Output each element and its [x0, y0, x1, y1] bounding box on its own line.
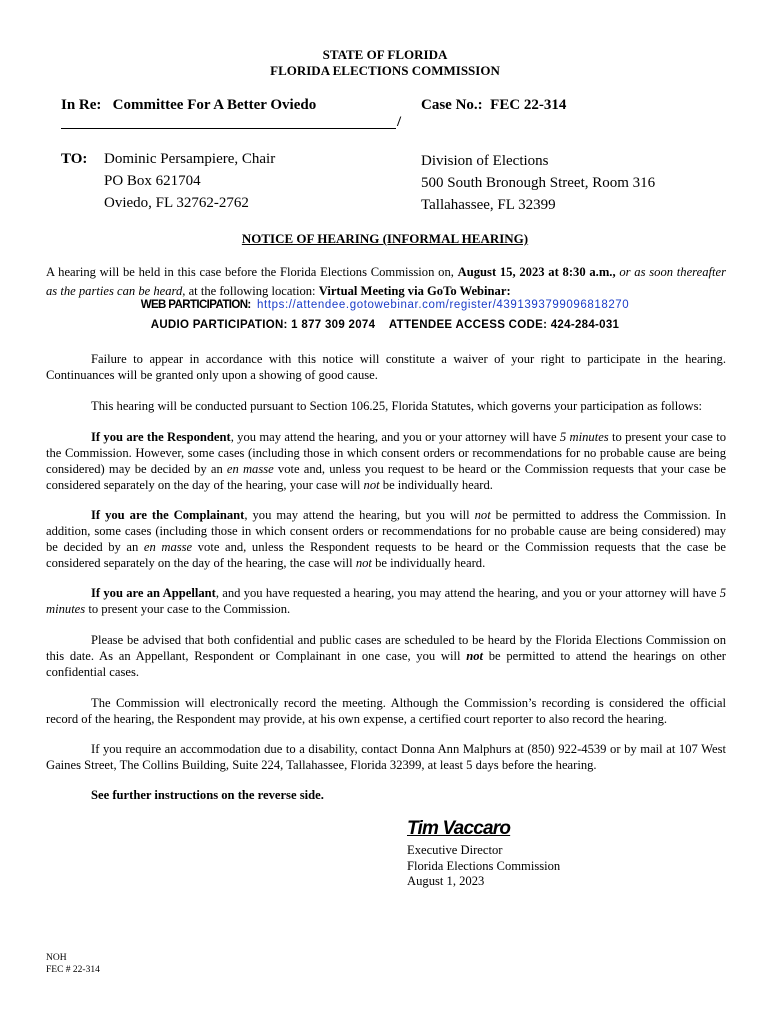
case-no-label: Case No.: [421, 97, 483, 113]
webinar-link[interactable]: https://attendee.gotowebinar.com/register/4391393799096818270 [257, 299, 630, 311]
accommodation-paragraph: If you require an accommodation due to a disability, contact Donna Ann Malphurs at (850) 922-4539 or by mail at 107 West Gaines Street, The Collins Building, Suite 224, Tallahassee, Florida 32399, at least 5 days before the hearing. [46, 742, 726, 772]
respondent-address [104, 148, 275, 214]
header-state: STATE OF FLORIDA [322, 47, 448, 62]
signature-date: August 1, 2023 [407, 874, 485, 888]
paragraph-text: en masse [143, 540, 193, 554]
hearing-text: , at the following location: [182, 284, 319, 298]
signature: Tim Vaccaro [407, 818, 511, 839]
address-line: Oviedo, FL 32762-2762 [104, 195, 249, 211]
reverse-side-note: See further instructions on the reverse side. [91, 788, 324, 802]
paragraph-text: Please be advised that both confidential and public cases are scheduled to be heard by the Florida Elections Commission on this date. As an Appellant, Respondent or Complainant in one case, you will [46, 633, 726, 663]
address-line: 500 South Bronough Street, Room 316 [421, 175, 656, 191]
audio-participation: AUDIO PARTICIPATION: 1 877 309 2074 ATTENDEE ACCESS CODE: 424-284-031 [150, 319, 620, 331]
complainant-lead: If you are the Complainant [91, 508, 245, 522]
paragraph-text: vote and, unless the Respondent requests to be heard or the Commission requests that the case be considered separately on the day of the hearing, the case will [46, 540, 726, 570]
paragraph-text: to present your case to the Commission. However, some cases (including those in which consent orders or recommendations for no probable cause are being considered) may be decided by an [46, 430, 726, 476]
paragraph-text: vote and, unless you request to be heard or the Commission requests that your case be considered separately on the day of the hearing, your case will [46, 462, 726, 492]
in-re [61, 97, 316, 114]
paragraph-text: 5 minutes [46, 586, 726, 616]
notice-title: NOTICE OF HEARING (INFORMAL HEARING) [241, 231, 529, 246]
paragraph-text: to present your case to the Commission. [85, 602, 291, 616]
record-paragraph: The Commission will electronically record the meeting. Although the Commission’s recording is considered the official record of the hearing, the Respondent may provide, at his own expense, a certified court reporter to also record the hearing. [46, 696, 726, 726]
paragraph-text: not [474, 508, 491, 522]
hearing-location: Virtual Meeting via GoTo Webinar: [318, 284, 511, 298]
footer-noh: NOH [46, 953, 67, 963]
hearing-text: thereafter as the parties can be heard [46, 265, 726, 298]
footer [46, 952, 100, 976]
appellant-paragraph [46, 585, 726, 617]
paragraph-text: , you may attend the hearing, and you or your attorney will have [230, 430, 560, 444]
paragraph-text: be individually heard. [371, 556, 486, 570]
address-line: PO Box 621704 [104, 173, 201, 189]
address-line: Division of Elections [421, 153, 549, 169]
web-participation [0, 299, 770, 311]
conducted-paragraph: This hearing will be conducted pursuant to Section 106.25, Florida Statutes, which governs your participation as follows: [91, 399, 703, 413]
signature-block [407, 843, 560, 890]
in-re-label: In Re: [61, 97, 102, 113]
paragraph-text: 5 minutes [559, 430, 609, 444]
address-line: Tallahassee, FL 32399 [421, 197, 556, 213]
to-label: TO: [61, 151, 88, 167]
paragraph-text: be permitted to attend the hearings on other confidential cases. [46, 649, 726, 679]
case-number [421, 97, 566, 114]
caption-slash: / [397, 114, 402, 130]
paragraph-text: not [363, 478, 380, 492]
paragraph-text: en masse [226, 462, 274, 476]
hearing-text: or as soon [615, 265, 674, 279]
respondent-paragraph [46, 429, 726, 493]
paragraph-text: be permitted to address the Commission. In addition, some cases (including those in which consent orders or recommendations for no probable cause are being considered) may be decided by an [46, 508, 726, 554]
paragraph-text: not [355, 556, 372, 570]
in-re-value: Committee For A Better Oviedo [112, 97, 317, 113]
address-line: Dominic Persampiere, Chair [104, 151, 276, 167]
paragraph-text: , you may attend the hearing, but you will [244, 508, 475, 522]
signer-title: Executive Director [407, 843, 503, 857]
signer-org: Florida Elections Commission [407, 858, 561, 873]
hearing-date: August 15, 2023 at 8:30 a.m., [457, 265, 616, 279]
complainant-paragraph [46, 507, 726, 571]
advised-paragraph [46, 632, 726, 680]
header-commission: FLORIDA ELECTIONS COMMISSION [270, 63, 500, 78]
case-no-value: FEC 22-314 [490, 97, 567, 113]
division-address [421, 150, 655, 216]
appellant-lead: If you are an Appellant [91, 586, 216, 600]
caption-rule [61, 128, 396, 129]
failure-paragraph: Failure to appear in accordance with this notice will constitute a waiver of your right to participate in the hearing. Continuances will be granted only upon a showing of good cause. [46, 352, 726, 382]
hearing-paragraph [46, 263, 726, 301]
hearing-text: A hearing will be held in this case before the Florida Elections Commission on, [46, 265, 458, 279]
respondent-lead: If you are the Respondent [91, 430, 231, 444]
paragraph-text: not [466, 649, 484, 663]
paragraph-text: , and you have requested a hearing, you may attend the hearing, and you or your attorney will have [215, 586, 720, 600]
paragraph-text: be individually heard. [379, 478, 493, 492]
footer-case: FEC # 22-314 [46, 965, 100, 975]
web-label: WEB PARTICIPATION: [140, 299, 251, 311]
